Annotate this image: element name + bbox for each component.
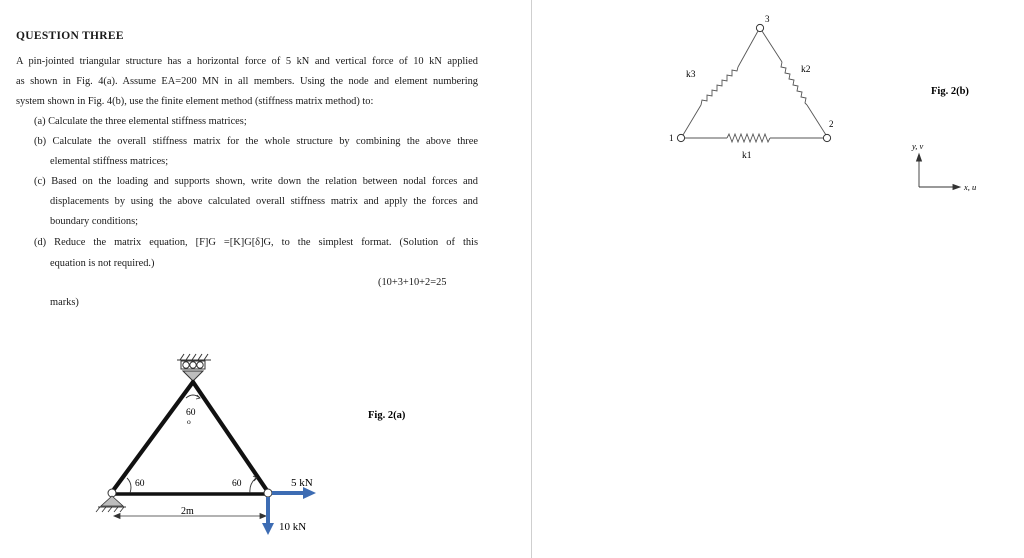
part-a-line-1: (a) Calculate the three elemental stiffness matrices;	[34, 116, 247, 127]
spring-k2-label: k2	[801, 65, 811, 75]
axes-icon	[917, 154, 961, 190]
force-vertical-label: 10 kN	[279, 521, 307, 533]
spring-network	[683, 31, 826, 142]
spring-nodes	[677, 24, 830, 141]
node-1-label: 1	[669, 133, 674, 143]
node-3-label: 3	[765, 14, 770, 24]
question-heading: QUESTION THREE	[16, 30, 124, 42]
spring-k1-label: k1	[742, 151, 752, 161]
intro-line-3: system shown in Fig. 4(b), use the finite element method (stiffness matrix method) to:	[16, 96, 374, 107]
part-c-line-3: boundary conditions;	[50, 216, 139, 227]
part-c-line-2: displacements by using the above calculated overall stiffness matrix and apply the forces and	[50, 196, 478, 207]
part-c-line-1: (c) Based on the loading and supports shown, write down the relation between nodal forces and	[34, 176, 478, 187]
spring-k3-label: k3	[686, 70, 696, 80]
node-2	[823, 134, 830, 141]
angle-left-label: 60	[135, 479, 145, 489]
angle-top-degree: o	[187, 417, 191, 426]
fig-a-caption: Fig. 2(a)	[368, 410, 406, 421]
part-d-line-1: (d) Reduce the matrix equation, [F]G =[K]G[δ]G, to the simplest format. (Solution of this	[34, 237, 478, 248]
angle-top-label: 60	[186, 408, 196, 418]
intro-line-1: A pin-jointed triangular structure has a horizontal force of 5 kN and vertical force of 10 kN applied	[16, 56, 478, 67]
part-b-line-1: (b) Calculate the overall stiffness matrix for the whole structure by combining the above three	[34, 136, 478, 147]
intro-line-2: as shown in Fig. 4(a). Assume EA=200 MN in all members. Using the node and element numbering	[16, 76, 478, 87]
fig-b-caption: Fig. 2(b)	[931, 86, 969, 97]
node-1	[677, 134, 684, 141]
force-horizontal-label: 5 kN	[291, 477, 313, 489]
marks-word: marks)	[50, 297, 79, 308]
node-2-label: 2	[829, 119, 834, 129]
node-3	[756, 24, 763, 31]
base-length-label: 2m	[181, 506, 194, 517]
part-d-line-2: equation is not required.)	[50, 258, 155, 269]
marks-breakdown: (10+3+10+2=25	[378, 277, 447, 288]
axis-y-label: y, v	[912, 141, 924, 151]
angle-right-label: 60	[232, 479, 242, 489]
part-b-line-2: elemental stiffness matrices;	[50, 156, 169, 167]
axis-x-label: x, u	[964, 182, 977, 192]
